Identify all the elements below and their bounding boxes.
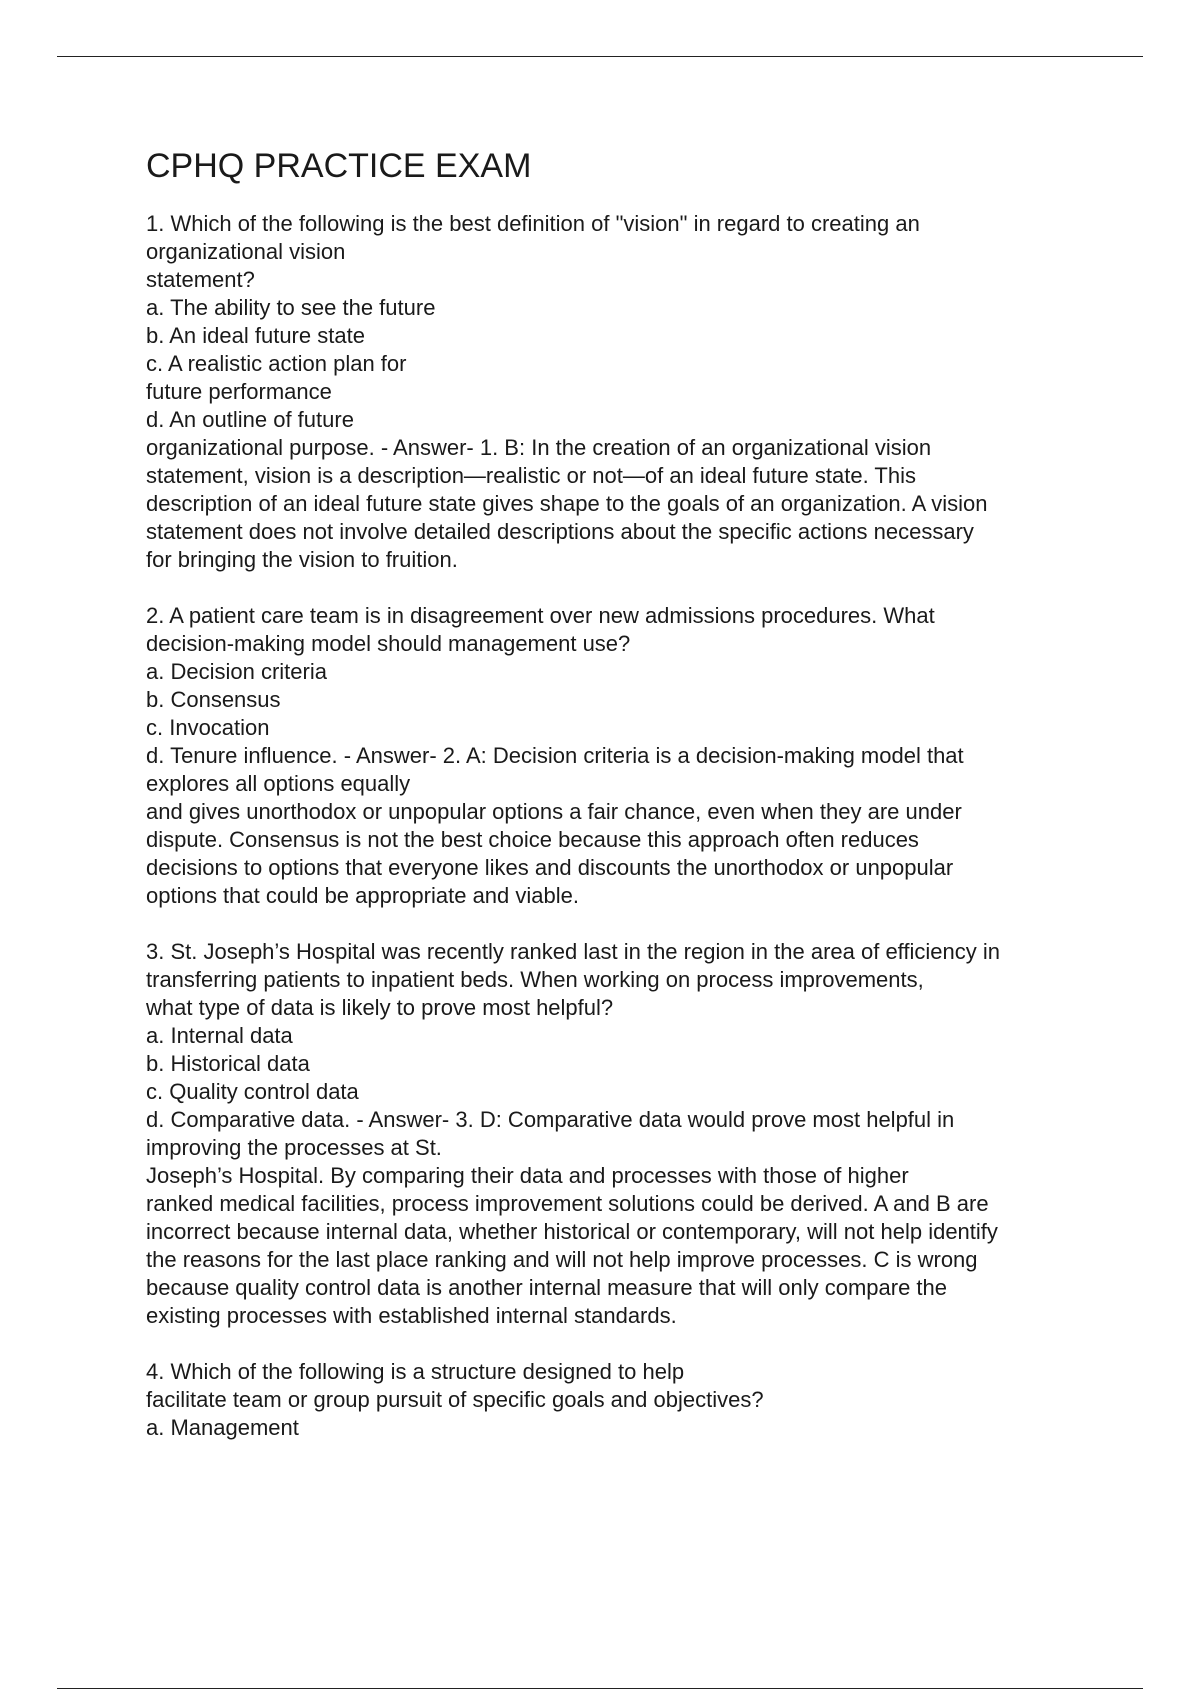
- question-4: [146, 1358, 1106, 1442]
- option-b: b. Consensus: [146, 687, 281, 712]
- option-c: c. Quality control data: [146, 1079, 359, 1104]
- option-d: d. An outline of future: [146, 407, 354, 432]
- answer-text: improving the processes at St.: [146, 1135, 442, 1160]
- option-b: b. Historical data: [146, 1051, 310, 1076]
- question-line: decision-making model should management use?: [146, 631, 631, 656]
- question-line: 3. St. Joseph’s Hospital was recently ranked last in the region in the area of efficiency in: [146, 939, 1000, 964]
- option-a: a. The ability to see the future: [146, 295, 436, 320]
- question-line: transferring patients to inpatient beds. When working on process improvements,: [146, 967, 924, 992]
- option-c: future performance: [146, 379, 332, 404]
- option-d: d. Comparative data. - Answer- 3. D: Comparative data would prove most helpful in: [146, 1107, 955, 1132]
- answer-text: ranked medical facilities, process improvement solutions could be derived. A and B are: [146, 1191, 989, 1216]
- answer-text: incorrect because internal data, whether historical or contemporary, will not help identify: [146, 1219, 998, 1244]
- answer-text: for bringing the vision to fruition.: [146, 547, 458, 572]
- page-title: CPHQ PRACTICE EXAM: [146, 147, 532, 185]
- question-line: 2. A patient care team is in disagreement over new admissions procedures. What: [146, 603, 935, 628]
- question-1: [146, 210, 1106, 574]
- answer-text: statement, vision is a description—realistic or not—of an ideal future state. This: [146, 463, 916, 488]
- question-3: [146, 938, 1106, 1330]
- question-line: 1. Which of the following is the best definition of "vision" in regard to creating an: [146, 211, 920, 236]
- answer-text: and gives unorthodox or unpopular options a fair chance, even when they are under: [146, 799, 962, 824]
- question-line: facilitate team or group pursuit of specific goals and objectives?: [146, 1387, 764, 1412]
- answer-text: existing processes with established internal standards.: [146, 1303, 677, 1328]
- option-b: b. An ideal future state: [146, 323, 365, 348]
- option-a: a. Decision criteria: [146, 659, 327, 684]
- option-c: c. Invocation: [146, 715, 270, 740]
- option-a: a. Management: [146, 1415, 299, 1440]
- answer-text: options that could be appropriate and viable.: [146, 883, 579, 908]
- answer-text: decisions to options that everyone likes and discounts the unorthodox or unpopular: [146, 855, 954, 880]
- answer-text: Joseph’s Hospital. By comparing their data and processes with those of higher: [146, 1163, 909, 1188]
- question-line: statement?: [146, 267, 255, 292]
- footer-rule: [57, 1688, 1143, 1689]
- answer-text: explores all options equally: [146, 771, 411, 796]
- option-d: d. Tenure influence. - Answer- 2. A: Decision criteria is a decision-making model that: [146, 743, 964, 768]
- document-body: [146, 142, 1106, 1470]
- answer-text: the reasons for the last place ranking and will not help improve processes. C is wrong: [146, 1247, 978, 1272]
- answer-text: statement does not involve detailed descriptions about the specific actions necessary: [146, 519, 974, 544]
- option-a: a. Internal data: [146, 1023, 293, 1048]
- answer-text: dispute. Consensus is not the best choice because this approach often reduces: [146, 827, 919, 852]
- answer-text: organizational purpose. - Answer- 1. B: In the creation of an organizational vision: [146, 435, 932, 460]
- question-line: 4. Which of the following is a structure designed to help: [146, 1359, 685, 1384]
- question-line: what type of data is likely to prove most helpful?: [146, 995, 614, 1020]
- question-2: [146, 602, 1106, 910]
- answer-text: description of an ideal future state gives shape to the goals of an organization. A vision: [146, 491, 988, 516]
- answer-text: because quality control data is another internal measure that will only compare the: [146, 1275, 948, 1300]
- header-rule: [57, 56, 1143, 57]
- question-line: organizational vision: [146, 239, 346, 264]
- option-c: c. A realistic action plan for: [146, 351, 407, 376]
